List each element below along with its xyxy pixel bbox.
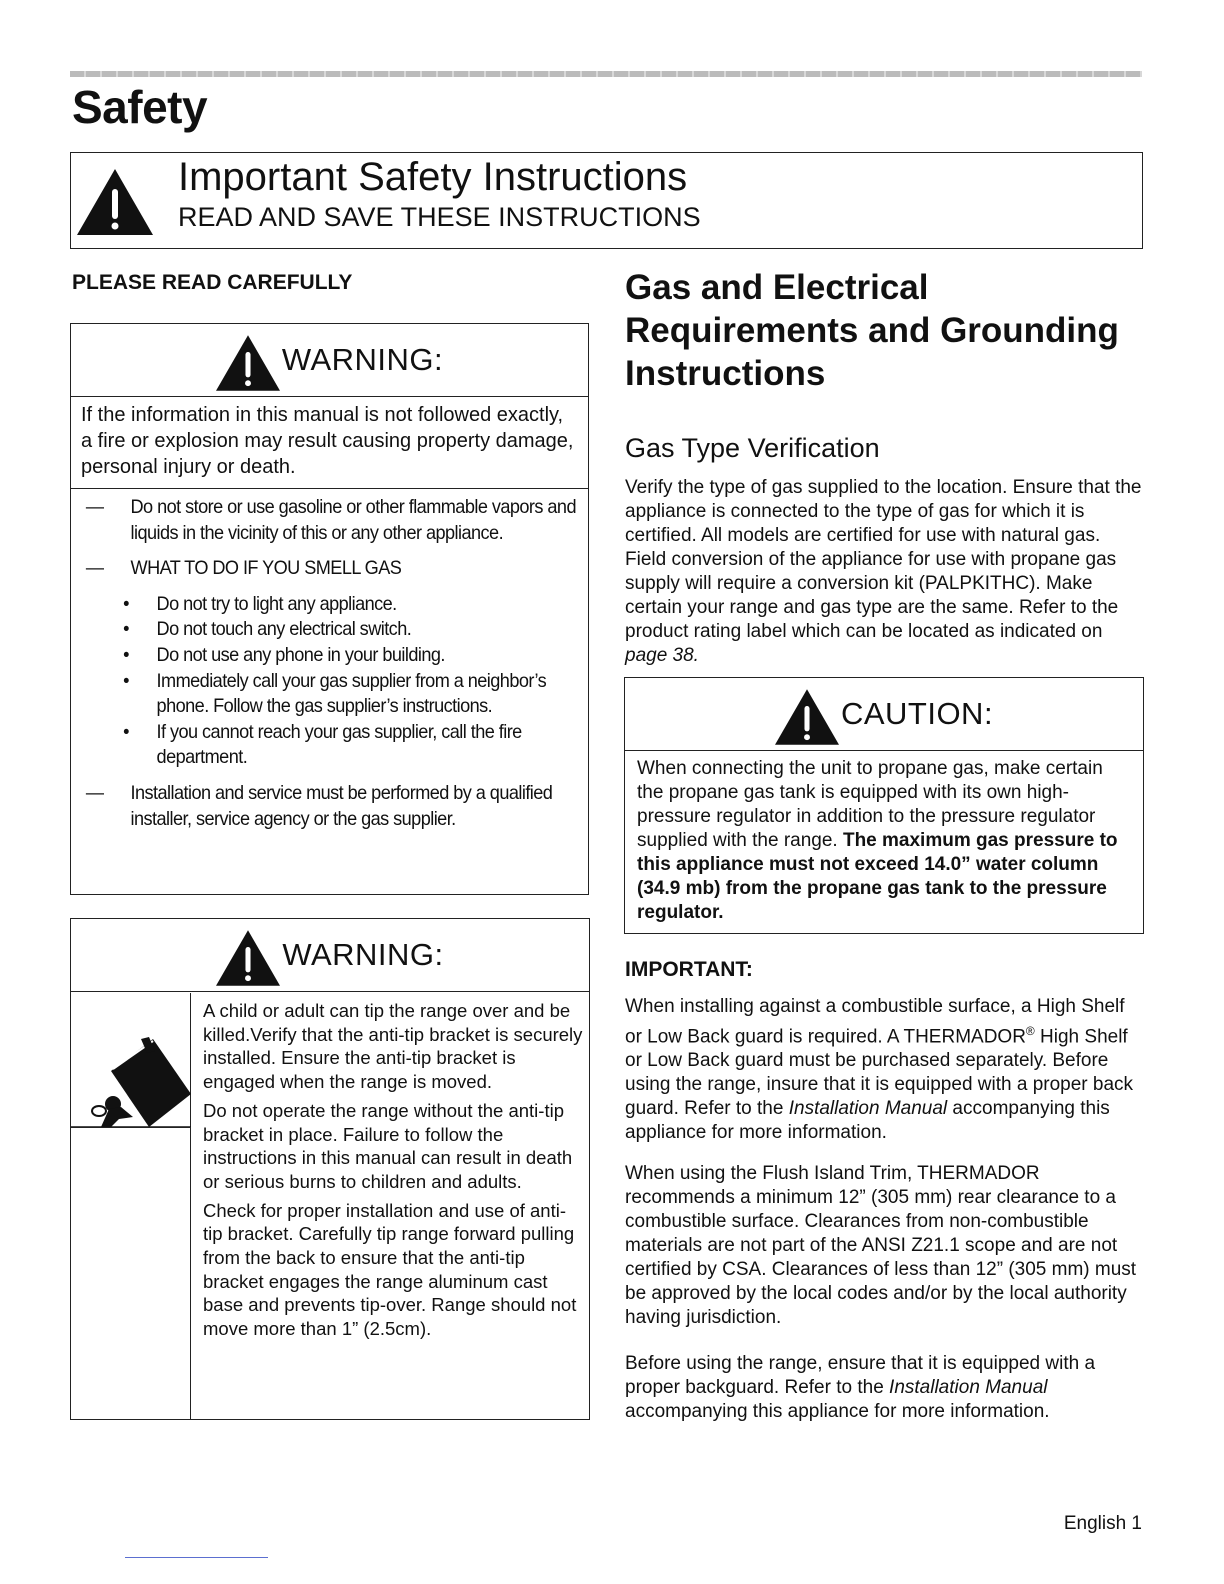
warning-list: [71, 489, 588, 832]
bullet-item: • If you cannot reach your gas supplier, call the fire department.: [86, 720, 588, 771]
header-rule: [70, 71, 1142, 77]
important-paragraph-2: When using the Flush Island Trim, THERMADOR recommends a minimum 12” (305 mm) rear clearance to a combustible surface. Clearances from non-combustible materials are not part of the ANSI Z21.1 scope and are not certified by CSA. Clearances of less than 12” (305 mm) must be approved by the local codes and/or by the local authority having jurisdiction.: [625, 1163, 1137, 1328]
bullet-text: Do not try to light any appliance.: [156, 592, 397, 615]
list-item-text: WHAT TO DO IF YOU SMELL GAS: [130, 557, 402, 580]
important-paragraph-3: [625, 1352, 1145, 1424]
caution-bold: The maximum gas pressure to this appliance must not exceed 14.0” water column (34.9 mb) from the propane gas tank to the pressure regulator.: [637, 830, 1118, 923]
safety-banner: [70, 152, 1143, 249]
banner-title: Important Safety Instructions: [178, 155, 688, 199]
caution-header: [625, 678, 1143, 751]
bullet-item: • Do not touch any electrical switch.: [86, 617, 588, 643]
warning-header: [71, 324, 588, 397]
please-read-heading: PLEASE READ CAREFULLY: [72, 271, 353, 294]
cell-divider: [71, 1127, 191, 1128]
page-number: English 1: [1063, 1513, 1142, 1534]
warning-header: [71, 919, 589, 992]
tip-paragraph: Check for proper installation and use of anti-tip bracket. Carefully tip range forward pulling from the back to ensure that the anti-tip bracket engages the range aluminum cast base and prevents tip-over. Range should not move more than 1” (2.5cm).: [203, 1199, 577, 1340]
bullet-text: Do not use any phone in your building.: [156, 643, 445, 666]
list-item-text: Do not store or use gasoline or other flammable vapors and liquids in the vicinity of this or any other appliance.: [130, 496, 576, 544]
warning-triangle-icon: [216, 335, 280, 391]
warning-triangle-icon: [775, 689, 839, 745]
bullet-item: • Do not use any phone in your building.: [86, 643, 588, 669]
important-label: IMPORTANT:: [625, 958, 753, 981]
bullet-list: [86, 592, 588, 771]
text: accompanying this appliance for more information.: [625, 1401, 1050, 1422]
footer-rule: [125, 1557, 268, 1558]
warning-label: WARNING:: [282, 937, 444, 972]
list-item: — Installation and service must be performed by a qualified installer, service agency or the gas supplier.: [86, 781, 588, 832]
caution-text: [625, 751, 1143, 925]
tip-paragraph: Do not operate the range without the anti-tip bracket in place. Failure to follow the instructions in this manual can result in death or serious burns to children and adults.: [203, 1099, 573, 1192]
caution-label: CAUTION:: [840, 696, 994, 731]
section-heading: Gas and Electrical Requirements and Grounding Instructions: [625, 268, 1119, 393]
registered-mark: ®: [1025, 1024, 1035, 1038]
list-item: — WHAT TO DO IF YOU SMELL GAS: [86, 556, 588, 582]
bullet-text: Do not touch any electrical switch.: [156, 618, 412, 641]
bullet-text: If you cannot reach your gas supplier, call the fire department.: [156, 720, 522, 769]
important-paragraph-1: [625, 995, 1145, 1145]
text: High Shelf or Low Back guard must be purchased separately. Before using the range, insure that it is equipped with a proper back guard. Refer to the: [625, 1026, 1134, 1120]
tip-over-text: [203, 999, 583, 1341]
verify-text: Verify the type of gas supplied to the location. Ensure that the appliance is connected to the type of gas for which it is certified. All models are certified for use with natural gas. Field conversion of the appliance for use with propane gas supply will require a conversion kit (PALPKITHC). Make certain your range and gas type are the same. Refer to the product rating label which can be located as indicated on: [625, 477, 1142, 642]
page-title: Safety: [72, 81, 208, 133]
range-tip-over-icon: [71, 1009, 191, 1127]
manual-reference: Installation Manual: [788, 1098, 948, 1120]
list-item-text: Installation and service must be performed by a qualified installer, service agency or the gas supplier.: [130, 781, 553, 830]
warning-triangle-icon: [77, 169, 153, 235]
bullet-item: • Immediately call your gas supplier from a neighbor’s phone. Follow the gas supplier’s instructions.: [86, 669, 588, 720]
caution-box: [624, 677, 1144, 934]
list-item: — Do not store or use gasoline or other flammable vapors and liquids in the vicinity of this or any other appliance.: [86, 495, 588, 546]
gas-verification-text: [625, 476, 1145, 668]
banner-subtitle: READ AND SAVE THESE INSTRUCTIONS: [178, 202, 701, 232]
warning-box-tip-over: [70, 918, 590, 1420]
tip-paragraph: A child or adult can tip the range over and be killed.Verify that the anti-tip bracket is securely installed. Ensure the anti-tip bracket is engaged when the range is moved.: [203, 1000, 583, 1093]
page-reference-link[interactable]: page 38.: [625, 645, 699, 666]
caution-body: When connecting the unit to propane gas, make certain the propane gas tank is equipped with its own high-pressure regulator in addition to the pressure regulator supplied with the range.: [637, 758, 1103, 851]
text: accompanying this appliance for more information.: [625, 1098, 1110, 1144]
manual-reference: Installation Manual: [889, 1377, 1048, 1398]
bullet-item: • Do not try to light any appliance.: [86, 592, 588, 618]
warning-box-gas: [70, 323, 589, 895]
subsection-heading: Gas Type Verification: [625, 433, 880, 463]
warning-triangle-icon: [216, 930, 280, 986]
warning-intro: If the information in this manual is not followed exactly, a fire or explosion may result causing property damage, personal injury or death.: [71, 397, 588, 489]
bullet-text: Immediately call your gas supplier from a neighbor’s phone. Follow the gas supplier’s instructions.: [156, 669, 547, 718]
text: When installing against a combustible surface, a High Shelf or Low Back guard is required. A THERMADOR: [625, 996, 1125, 1048]
text: Before using the range, ensure that it is equipped with a proper backguard. Refer to the: [625, 1353, 1096, 1398]
warning-label: WARNING:: [281, 342, 444, 377]
